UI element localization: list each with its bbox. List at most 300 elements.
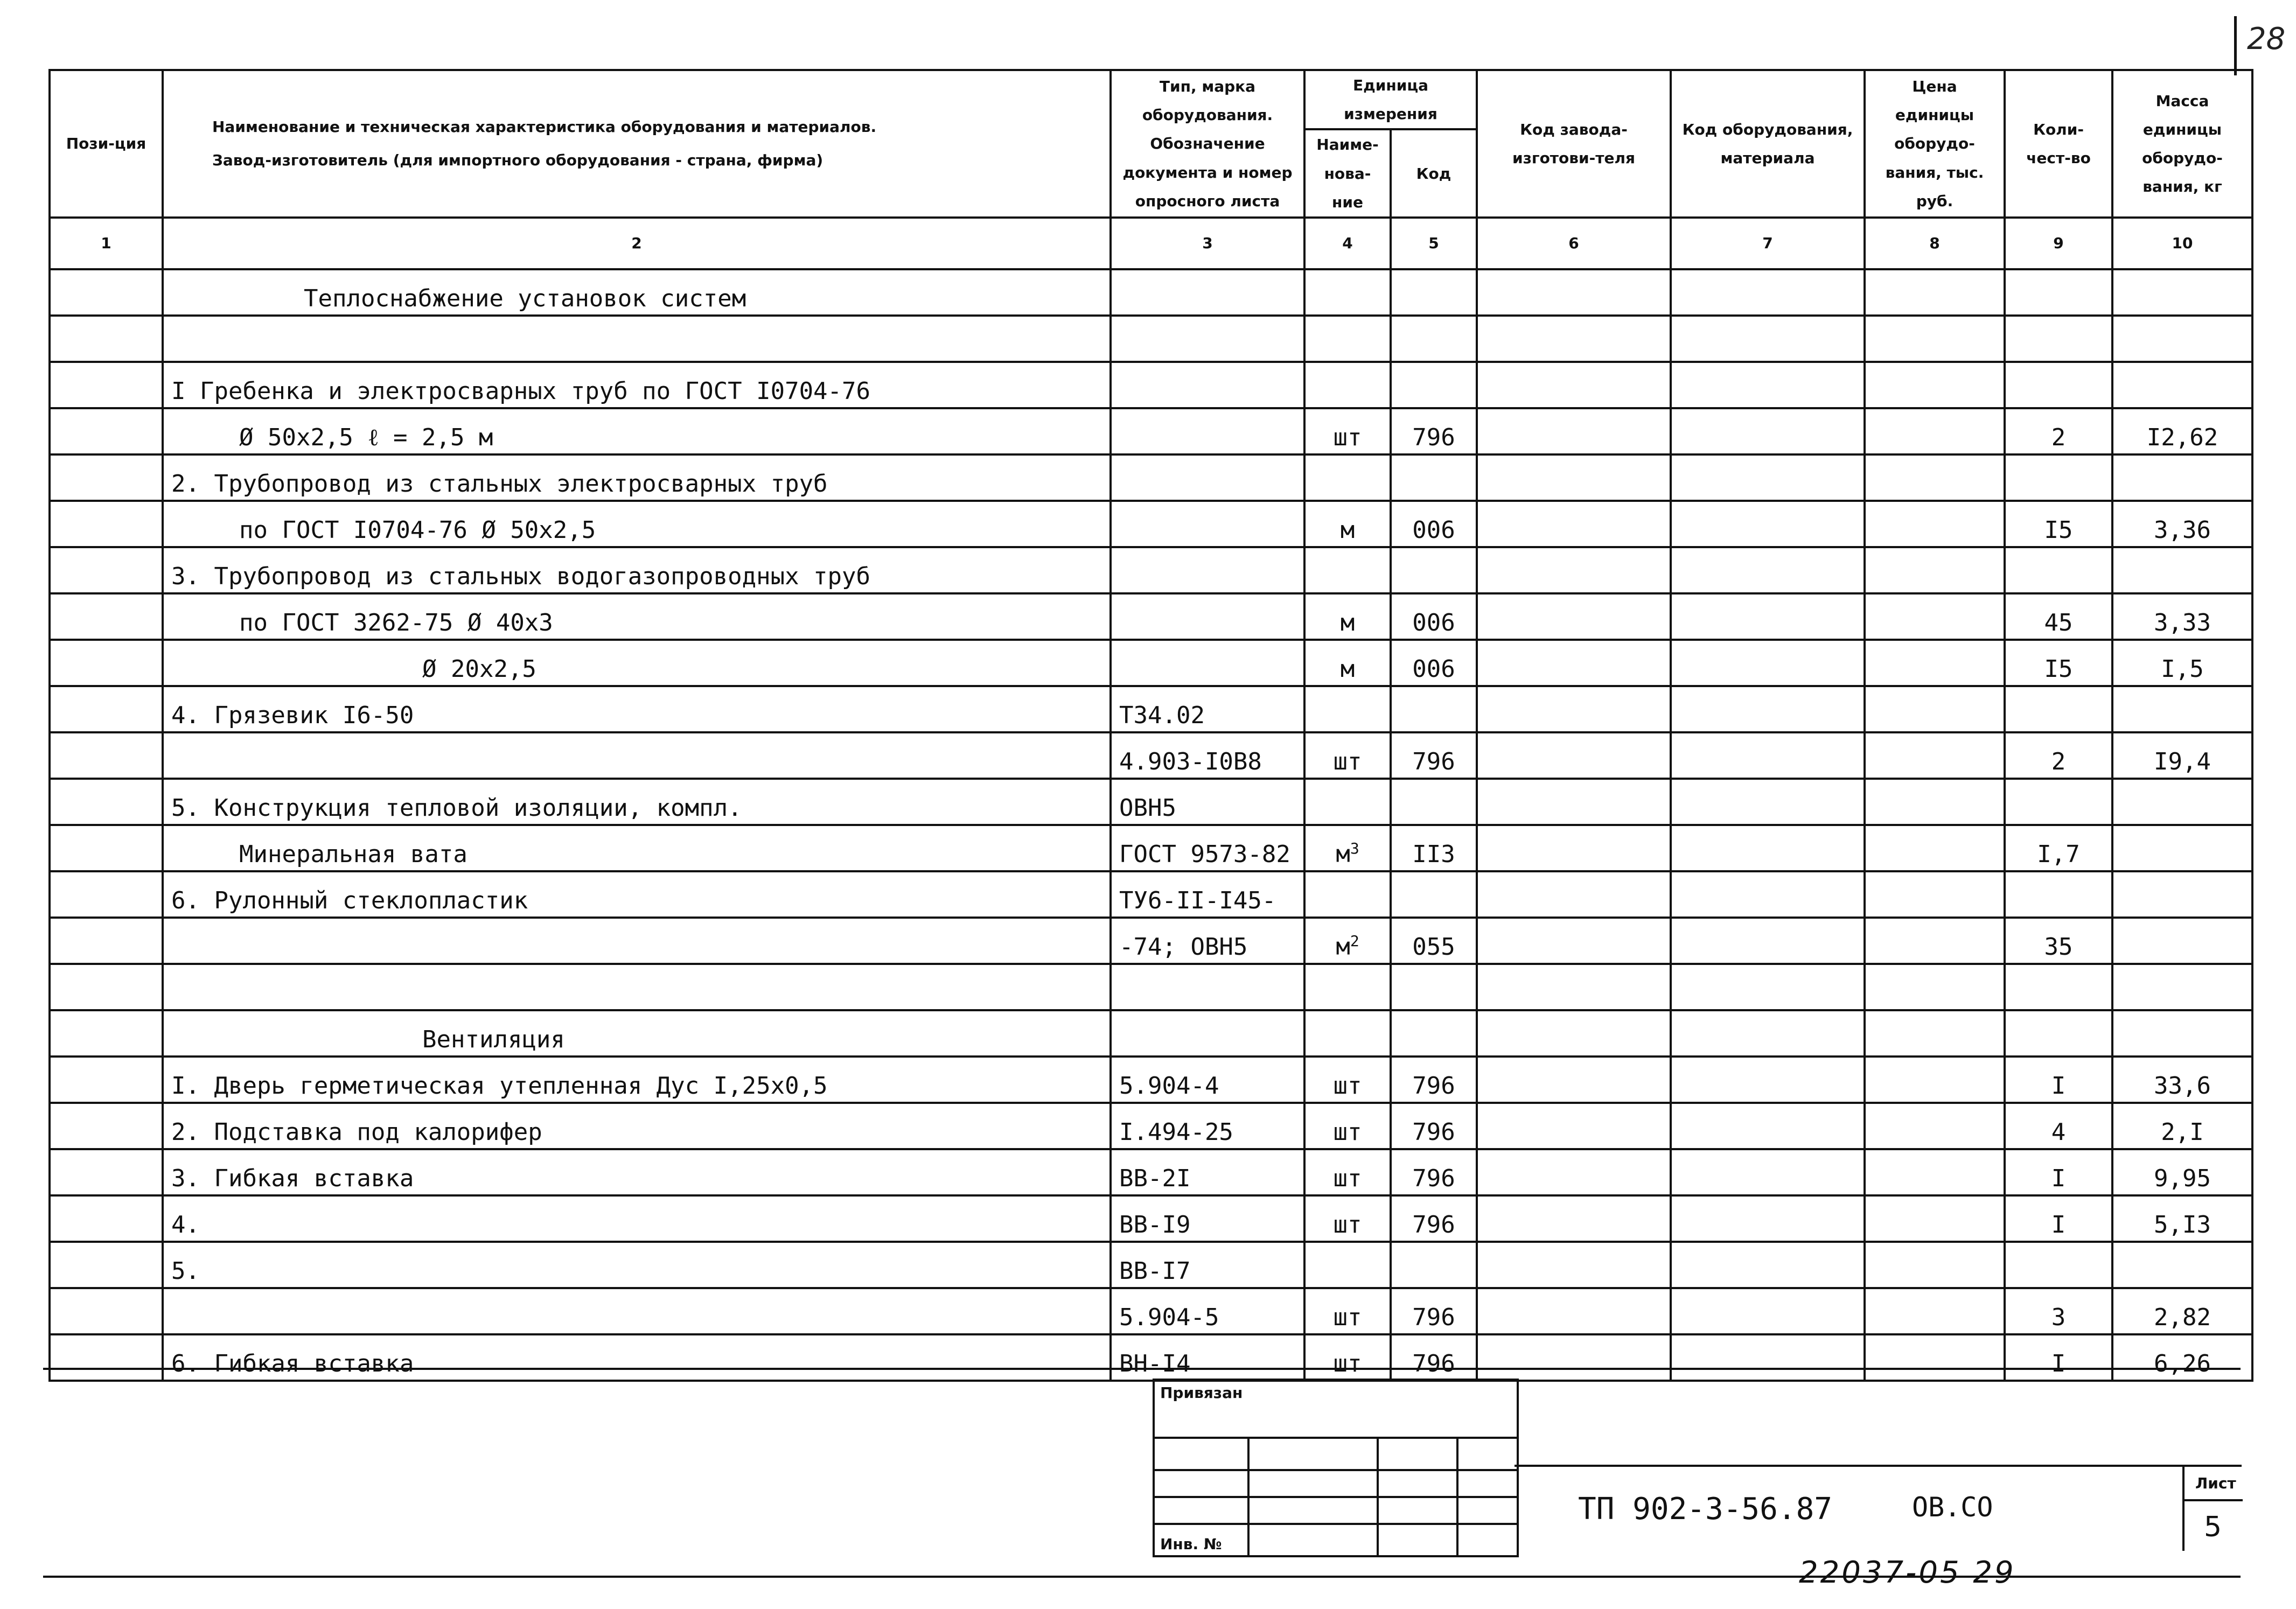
cell-type <box>1111 964 1304 1010</box>
cell-equipment-code <box>1671 825 1865 871</box>
cell-equipment-code <box>1671 593 1865 640</box>
cell-code: 796 <box>1391 1288 1477 1334</box>
table-row <box>50 547 2252 593</box>
header-quantity: Коли-чест-во <box>2005 70 2112 218</box>
cell-type <box>1111 593 1304 640</box>
cell-price <box>1865 362 2005 408</box>
cell-unit <box>1304 686 1391 732</box>
cell-price <box>1865 1288 2005 1334</box>
column-number: 6 <box>1477 218 1671 269</box>
cell-quantity: 45 <box>2005 593 2112 640</box>
cell-code: 006 <box>1391 501 1477 547</box>
cell-mass: 2,82 <box>2112 1288 2252 1334</box>
cell-position <box>50 1288 163 1334</box>
cell-price <box>1865 918 2005 964</box>
cell-unit <box>1304 964 1391 1010</box>
unit-text: шт <box>1333 1072 1362 1100</box>
unit-text: шт <box>1333 1118 1362 1146</box>
unit-text: шт <box>1333 423 1362 451</box>
cell-position <box>50 964 163 1010</box>
cell-equipment-code <box>1671 640 1865 686</box>
cell-equipment-code <box>1671 362 1865 408</box>
cell-equipment-code <box>1671 1288 1865 1334</box>
column-number: 5 <box>1391 218 1477 269</box>
cell-position <box>50 686 163 732</box>
cell-position <box>50 1103 163 1149</box>
cell-price <box>1865 1149 2005 1195</box>
cell-position <box>50 871 163 918</box>
cell-factory-code <box>1477 1195 1671 1242</box>
cell-position <box>50 501 163 547</box>
cell-code: 796 <box>1391 408 1477 454</box>
cell-name <box>163 918 1111 964</box>
cell-equipment-code <box>1671 871 1865 918</box>
table-row <box>50 825 2252 871</box>
table-row <box>50 1242 2252 1288</box>
unit-text: шт <box>1333 1211 1362 1239</box>
sheet-number-box <box>2182 1465 2243 1551</box>
cell-quantity: 35 <box>2005 918 2112 964</box>
table-row <box>50 454 2252 501</box>
column-number: 3 <box>1111 218 1304 269</box>
cell-quantity <box>2005 871 2112 918</box>
cell-mass <box>2112 825 2252 871</box>
document-mark: ОВ.СО <box>1912 1492 1993 1523</box>
cell-unit <box>1304 1288 1391 1334</box>
stamp-line <box>1155 1469 1517 1471</box>
cell-code <box>1391 686 1477 732</box>
table-row <box>50 640 2252 686</box>
cell-quantity: I <box>2005 1057 2112 1103</box>
cell-code: 796 <box>1391 732 1477 779</box>
cell-type <box>1111 501 1304 547</box>
header-name <box>163 70 1111 218</box>
binding-stamp <box>1153 1379 1519 1557</box>
table-row <box>50 732 2252 779</box>
cell-quantity <box>2005 779 2112 825</box>
archive-number: 22037-05 29 <box>1799 1555 2016 1590</box>
cell-code: 796 <box>1391 1103 1477 1149</box>
cell-mass: 6,26 <box>2112 1334 2252 1381</box>
cell-price <box>1865 732 2005 779</box>
cell-factory-code <box>1477 408 1671 454</box>
cell-type: ВН-I4 <box>1111 1334 1304 1381</box>
cell-mass: I9,4 <box>2112 732 2252 779</box>
cell-code: 796 <box>1391 1195 1477 1242</box>
cell-factory-code <box>1477 1288 1671 1334</box>
table-row <box>50 362 2252 408</box>
cell-type: I.494-25 <box>1111 1103 1304 1149</box>
cell-quantity: 2 <box>2005 732 2112 779</box>
cell-factory-code <box>1477 1103 1671 1149</box>
header-name-line2: Завод-изготовитель (для импортного оборудования - страна, фирма) <box>212 151 824 169</box>
cell-price <box>1865 871 2005 918</box>
cell-name: Ø 20х2,5 <box>163 640 1111 686</box>
cell-mass: I2,62 <box>2112 408 2252 454</box>
cell-code: 796 <box>1391 1334 1477 1381</box>
cell-name: 4. Грязевик I6-50 <box>163 686 1111 732</box>
cell-unit <box>1304 1103 1391 1149</box>
cell-equipment-code <box>1671 316 1865 362</box>
cell-unit <box>1304 593 1391 640</box>
cell-quantity <box>2005 362 2112 408</box>
cell-mass <box>2112 1010 2252 1057</box>
cell-quantity <box>2005 269 2112 316</box>
cell-factory-code <box>1477 825 1671 871</box>
cell-equipment-code <box>1671 732 1865 779</box>
cell-price <box>1865 825 2005 871</box>
cell-name <box>163 732 1111 779</box>
cell-code <box>1391 269 1477 316</box>
cell-equipment-code <box>1671 1149 1865 1195</box>
cell-position <box>50 732 163 779</box>
cell-factory-code <box>1477 1242 1671 1288</box>
header-factory-code: Код завода-изготови-теля <box>1477 70 1671 218</box>
cell-position <box>50 269 163 316</box>
cell-unit <box>1304 871 1391 918</box>
header-mass: Масса единицы оборудо-вания, кг <box>2112 70 2252 218</box>
cell-name: 4. <box>163 1195 1111 1242</box>
cell-factory-code <box>1477 547 1671 593</box>
cell-code <box>1391 871 1477 918</box>
cell-position <box>50 825 163 871</box>
cell-quantity: I5 <box>2005 640 2112 686</box>
cell-quantity <box>2005 964 2112 1010</box>
cell-position <box>50 640 163 686</box>
unit-text: шт <box>1333 1303 1362 1331</box>
cell-equipment-code <box>1671 1242 1865 1288</box>
stamp-tied-label: Привязан <box>1160 1384 1243 1402</box>
cell-code: 796 <box>1391 1149 1477 1195</box>
table-row <box>50 1149 2252 1195</box>
cell-equipment-code <box>1671 547 1865 593</box>
unit-text: м <box>1340 655 1355 683</box>
cell-unit <box>1304 640 1391 686</box>
cell-code: 006 <box>1391 593 1477 640</box>
cell-code: 006 <box>1391 640 1477 686</box>
cell-factory-code <box>1477 732 1671 779</box>
cell-mass: 3,33 <box>2112 593 2252 640</box>
column-number: 1 <box>50 218 163 269</box>
cell-code: 796 <box>1391 1057 1477 1103</box>
cell-unit <box>1304 825 1391 871</box>
stamp-line <box>1155 1496 1517 1498</box>
cell-factory-code <box>1477 593 1671 640</box>
cell-factory-code <box>1477 964 1671 1010</box>
cell-equipment-code <box>1671 501 1865 547</box>
table-row <box>50 1195 2252 1242</box>
cell-mass <box>2112 316 2252 362</box>
cell-type <box>1111 640 1304 686</box>
cell-name: 6. Рулонный стеклопластик <box>163 871 1111 918</box>
cell-position <box>50 454 163 501</box>
cell-name: I. Дверь герметическая утепленная Дус I,25х0,5 <box>163 1057 1111 1103</box>
cell-type: 5.904-5 <box>1111 1288 1304 1334</box>
cell-code: 055 <box>1391 918 1477 964</box>
cell-price <box>1865 269 2005 316</box>
cell-name: 2. Трубопровод из стальных электросварных труб <box>163 454 1111 501</box>
cell-unit <box>1304 1057 1391 1103</box>
header-unit-name: Наиме-нова-ние <box>1304 129 1391 218</box>
cell-name: по ГОСТ 3262-75 Ø 40х3 <box>163 593 1111 640</box>
cell-unit <box>1304 1195 1391 1242</box>
cell-price <box>1865 501 2005 547</box>
header-unit-code: Код <box>1391 129 1477 218</box>
header-name-line1: Наименование и техническая характеристика оборудования и материалов. <box>212 118 877 136</box>
cell-factory-code <box>1477 871 1671 918</box>
cell-type <box>1111 362 1304 408</box>
cell-mass <box>2112 686 2252 732</box>
unit-text: м <box>1336 933 1350 961</box>
header-row <box>50 70 2252 129</box>
cell-mass: 3,36 <box>2112 501 2252 547</box>
header-type: Тип, марка оборудования. Обозначение документа и номер опросного листа <box>1111 70 1304 218</box>
cell-type <box>1111 547 1304 593</box>
cell-factory-code <box>1477 686 1671 732</box>
cell-equipment-code <box>1671 269 1865 316</box>
cell-type: ВВ-I9 <box>1111 1195 1304 1242</box>
cell-quantity: I <box>2005 1149 2112 1195</box>
cell-name: Минеральная вата <box>163 825 1111 871</box>
cell-position <box>50 779 163 825</box>
cell-type <box>1111 1010 1304 1057</box>
table-row <box>50 779 2252 825</box>
cell-factory-code <box>1477 454 1671 501</box>
cell-factory-code <box>1477 918 1671 964</box>
cell-code: II3 <box>1391 825 1477 871</box>
cell-mass <box>2112 269 2252 316</box>
cell-type: ВВ-I7 <box>1111 1242 1304 1288</box>
table-row <box>50 593 2252 640</box>
cell-quantity <box>2005 316 2112 362</box>
cell-quantity <box>2005 686 2112 732</box>
cell-price <box>1865 1010 2005 1057</box>
cell-price <box>1865 1242 2005 1288</box>
cell-quantity: I5 <box>2005 501 2112 547</box>
cell-code <box>1391 779 1477 825</box>
cell-type: ГОСТ 9573-82 <box>1111 825 1304 871</box>
cell-price <box>1865 1195 2005 1242</box>
cell-code <box>1391 1010 1477 1057</box>
cell-mass <box>2112 918 2252 964</box>
cell-factory-code <box>1477 640 1671 686</box>
cell-equipment-code <box>1671 454 1865 501</box>
table-row <box>50 501 2252 547</box>
cell-unit <box>1304 362 1391 408</box>
cell-mass <box>2112 779 2252 825</box>
table-row <box>50 686 2252 732</box>
cell-position <box>50 547 163 593</box>
cell-mass: 5,I3 <box>2112 1195 2252 1242</box>
sheet-box-divider <box>2185 1499 2243 1501</box>
cell-factory-code <box>1477 362 1671 408</box>
cell-position <box>50 1057 163 1103</box>
cell-type: 4.903-I0В8 <box>1111 732 1304 779</box>
cell-price <box>1865 454 2005 501</box>
cell-quantity: 3 <box>2005 1288 2112 1334</box>
cell-name: по ГОСТ I0704-76 Ø 50х2,5 <box>163 501 1111 547</box>
cell-name: 6. Гибкая вставка <box>163 1334 1111 1381</box>
header-position: Пози-ция <box>50 70 163 218</box>
cell-name: I Гребенка и электросварных труб по ГОСТ I0704-76 <box>163 362 1111 408</box>
cell-factory-code <box>1477 316 1671 362</box>
cell-factory-code <box>1477 501 1671 547</box>
cell-position <box>50 1195 163 1242</box>
cell-equipment-code <box>1671 1195 1865 1242</box>
cell-equipment-code <box>1671 779 1865 825</box>
cell-factory-code <box>1477 1010 1671 1057</box>
bottom-frame <box>43 1368 2241 1578</box>
cell-price <box>1865 640 2005 686</box>
cell-code <box>1391 362 1477 408</box>
cell-name <box>163 1288 1111 1334</box>
cell-quantity <box>2005 1010 2112 1057</box>
cell-unit <box>1304 732 1391 779</box>
cell-quantity: 2 <box>2005 408 2112 454</box>
cell-unit <box>1304 1010 1391 1057</box>
cell-type: ВВ-2I <box>1111 1149 1304 1195</box>
cell-type: -74; ОВН5 <box>1111 918 1304 964</box>
column-number: 4 <box>1304 218 1391 269</box>
cell-name: Теплоснабжение установок систем <box>163 269 1111 316</box>
cell-quantity <box>2005 1242 2112 1288</box>
stamp-inventory-label: Инв. № <box>1160 1535 1222 1553</box>
stamp-line <box>1155 1437 1517 1439</box>
cell-name <box>163 316 1111 362</box>
cell-factory-code <box>1477 779 1671 825</box>
stamp-line <box>1155 1523 1517 1525</box>
cell-equipment-code <box>1671 964 1865 1010</box>
cell-unit <box>1304 779 1391 825</box>
cell-quantity: 4 <box>2005 1103 2112 1149</box>
table-row <box>50 1103 2252 1149</box>
cell-factory-code <box>1477 1057 1671 1103</box>
cell-mass: 33,6 <box>2112 1057 2252 1103</box>
title-block-line <box>1515 1465 2242 1467</box>
header-equipment-code: Код оборудования, материала <box>1671 70 1865 218</box>
stamp-divider <box>1247 1439 1250 1555</box>
cell-unit <box>1304 454 1391 501</box>
page-number-divider <box>2234 16 2237 75</box>
unit-text: м <box>1340 516 1355 544</box>
cell-position <box>50 1149 163 1195</box>
cell-mass: 2,I <box>2112 1103 2252 1149</box>
cell-quantity: I <box>2005 1334 2112 1381</box>
cell-position <box>50 918 163 964</box>
cell-equipment-code <box>1671 1103 1865 1149</box>
cell-type <box>1111 269 1304 316</box>
cell-code <box>1391 547 1477 593</box>
cell-position <box>50 1010 163 1057</box>
column-number: 2 <box>163 218 1111 269</box>
cell-price <box>1865 1057 2005 1103</box>
cell-quantity <box>2005 547 2112 593</box>
cell-mass <box>2112 964 2252 1010</box>
cell-unit <box>1304 1149 1391 1195</box>
cell-mass <box>2112 547 2252 593</box>
cell-unit <box>1304 547 1391 593</box>
cell-unit <box>1304 918 1391 964</box>
column-numbers-row <box>50 218 2252 269</box>
cell-position <box>50 593 163 640</box>
cell-factory-code <box>1477 269 1671 316</box>
specification-table <box>48 69 2253 1382</box>
unit-exponent: 3 <box>1350 840 1359 858</box>
cell-name: 5. Конструкция тепловой изоляции, компл. <box>163 779 1111 825</box>
cell-mass: 9,95 <box>2112 1149 2252 1195</box>
cell-name: Ø 50х2,5 ℓ = 2,5 м <box>163 408 1111 454</box>
table-row <box>50 918 2252 964</box>
cell-unit <box>1304 408 1391 454</box>
cell-code <box>1391 1242 1477 1288</box>
cell-position <box>50 408 163 454</box>
page-number: 28 <box>2247 22 2286 57</box>
cell-name: Вентиляция <box>163 1010 1111 1057</box>
header-unit: Единица измерения <box>1304 70 1477 129</box>
cell-equipment-code <box>1671 408 1865 454</box>
cell-unit <box>1304 1242 1391 1288</box>
cell-quantity: I <box>2005 1195 2112 1242</box>
cell-type: ТУ6-II-I45- <box>1111 871 1304 918</box>
cell-price <box>1865 779 2005 825</box>
table-row <box>50 316 2252 362</box>
cell-price <box>1865 547 2005 593</box>
cell-name: 3. Гибкая вставка <box>163 1149 1111 1195</box>
stamp-divider <box>1456 1439 1458 1555</box>
cell-type: ОВН5 <box>1111 779 1304 825</box>
unit-exponent: 2 <box>1350 932 1359 950</box>
cell-unit <box>1304 269 1391 316</box>
cell-position <box>50 1242 163 1288</box>
unit-text: шт <box>1333 1349 1362 1377</box>
column-number: 8 <box>1865 218 2005 269</box>
cell-name: 2. Подставка под калорифер <box>163 1103 1111 1149</box>
sheet-label: Лист <box>2195 1474 2236 1492</box>
cell-code <box>1391 964 1477 1010</box>
table-row <box>50 1288 2252 1334</box>
column-number: 10 <box>2112 218 2252 269</box>
table-row <box>50 871 2252 918</box>
sheet-number: 5 <box>2204 1511 2222 1543</box>
cell-position <box>50 316 163 362</box>
cell-mass <box>2112 362 2252 408</box>
cell-unit <box>1304 316 1391 362</box>
cell-price <box>1865 686 2005 732</box>
column-number: 7 <box>1671 218 1865 269</box>
cell-name: 5. <box>163 1242 1111 1288</box>
table-row <box>50 964 2252 1010</box>
cell-price <box>1865 593 2005 640</box>
cell-mass: I,5 <box>2112 640 2252 686</box>
cell-code <box>1391 454 1477 501</box>
column-number: 9 <box>2005 218 2112 269</box>
cell-equipment-code <box>1671 918 1865 964</box>
header-price: Цена единицы оборудо-вания, тыс. руб. <box>1865 70 2005 218</box>
cell-price <box>1865 964 2005 1010</box>
cell-type <box>1111 454 1304 501</box>
cell-type <box>1111 316 1304 362</box>
project-code: ТП 902-3-56.87 <box>1578 1492 1833 1527</box>
cell-factory-code <box>1477 1149 1671 1195</box>
unit-text: шт <box>1333 1164 1362 1192</box>
cell-name: 3. Трубопровод из стальных водогазопроводных труб <box>163 547 1111 593</box>
unit-text: м <box>1336 840 1350 868</box>
unit-text: шт <box>1333 747 1362 775</box>
cell-mass <box>2112 871 2252 918</box>
cell-name <box>163 964 1111 1010</box>
table-row <box>50 1057 2252 1103</box>
cell-code <box>1391 316 1477 362</box>
